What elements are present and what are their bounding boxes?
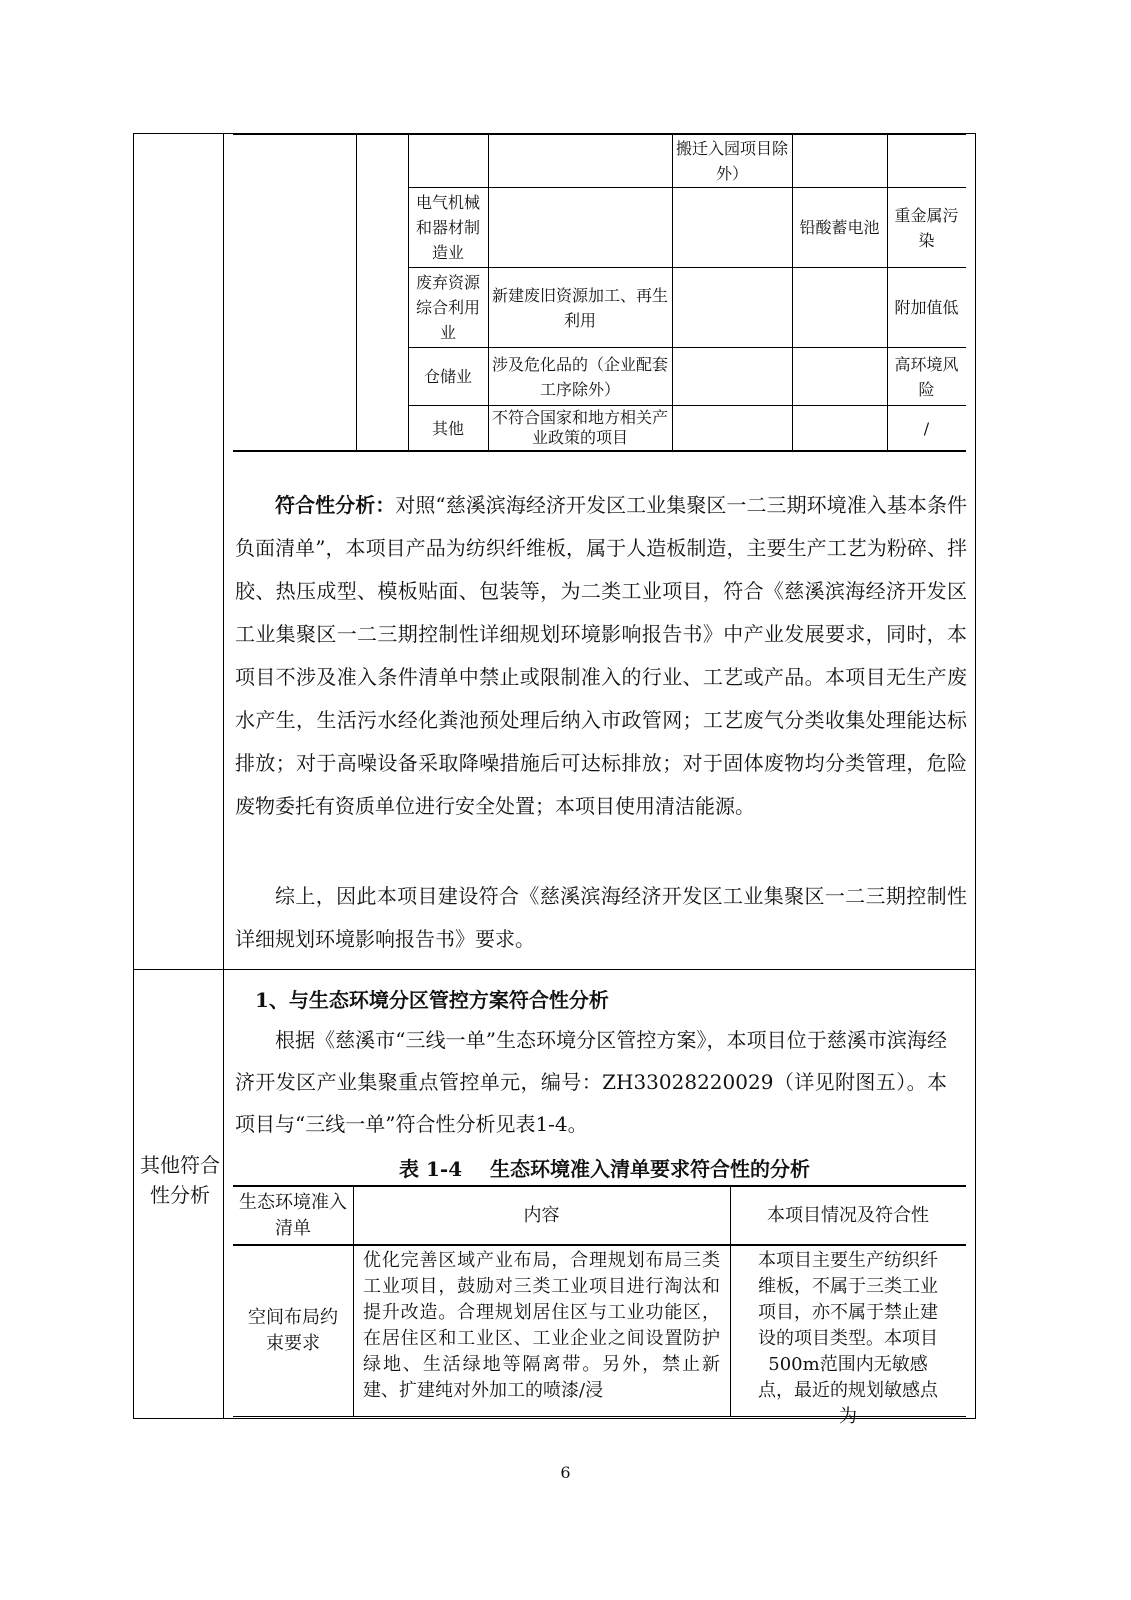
industry-cell — [408, 406, 488, 450]
section-divider — [133, 969, 976, 970]
table-cell — [672, 406, 792, 450]
cell-text: 搬迁入园项目除外） — [676, 139, 789, 183]
section-heading: 1、与生态环境分区管控方案符合性分析 — [255, 988, 609, 1012]
zoning-text: 根据《慈溪市“三线一单”生态环境分区管控方案》，本项目位于慈溪市滨海经济开发区产业集聚重点管控单元，编号：ZH33028220029（详见附图五）。本项目与“三线一单”符合性分析见表1-4。 — [235, 1028, 947, 1136]
other-analysis-label: 其他符合性分析 — [140, 1153, 220, 1207]
cell-text: 新建废旧资源加工、再生利用 — [492, 285, 669, 330]
table-cell — [792, 188, 887, 267]
table-cell — [672, 188, 792, 267]
cell-text: 高环境风险 — [894, 354, 959, 399]
cell-text: 本项目情况及符合性 — [767, 1205, 929, 1226]
reason-cell — [887, 268, 966, 347]
cell-text: 其他 — [431, 418, 464, 438]
industry-cell — [408, 188, 488, 267]
cell-text: 不符合国家和地方相关产业政策的项目 — [492, 408, 669, 447]
cell-text: 涉及危化品的（企业配套工序除外） — [492, 354, 669, 399]
table-cell — [488, 406, 672, 450]
cell-text: 附加值低 — [894, 298, 959, 317]
reason-cell — [887, 348, 966, 405]
table-cell — [792, 348, 887, 405]
cell-text: 电气机械和器材制造业 — [415, 193, 480, 262]
t14-status-cell — [730, 1248, 966, 1427]
table-cell — [488, 188, 672, 267]
t14-header-status — [730, 1187, 966, 1244]
top-table-top-border — [233, 133, 966, 135]
conclusion-text: 综上，因此本项目建设符合《慈溪滨海经济开发区工业集聚区一二三期控制性详细规划环境影响报告书》要求。 — [235, 884, 967, 951]
analysis-label: 符合性分析： — [275, 493, 396, 517]
zoning-paragraph — [235, 1019, 947, 1145]
cell-text: 生态环境准入清单 — [239, 1191, 347, 1239]
industry-cell — [408, 348, 488, 405]
cell-text: 优化完善区域产业布局，合理规划布局三类工业项目，鼓励对三类工业项目进行淘汰和提升改造。合理规划居住区与工业功能区，在居住区和工业区、工业企业之间设置防护绿地、生活绿地等隔离带。另外，禁止新建、扩建纯对外加工的喷漆/浸 — [363, 1250, 720, 1401]
t14-header-category — [233, 1187, 353, 1244]
analysis-text: 对照“慈溪滨海经济开发区工业集聚区一二三期环境准入基本条件负面清单”，本项目产品为纺织纤维板，属于人造板制造，主要生产工艺为粉碎、拌胶、热压成型、模板贴面、包装等，为二类工业项目，符合《慈溪滨海经济开发区工业集聚区一二三期控制性详细规划环境影响报告书》中产业发展要求，同时，本项目不涉及准入条件清单中禁止或限制准入的行业、工艺或产品。本项目无生产废水产生，生活污水经化粪池预处理后纳入市政管网；工艺废气分类收集处理能达标排放；对于高噪设备采取降噪措施后可达标排放；对于固体废物均分类管理，危险废物委托有资质单位进行安全处置；本项目使用清洁能源。 — [235, 493, 967, 818]
cell-text: 铅酸蓄电池 — [799, 218, 880, 237]
cell-text: / — [923, 418, 930, 438]
cell-text: 重金属污染 — [894, 205, 959, 250]
t14-header-content — [353, 1187, 730, 1244]
cell-text: 本项目主要生产纺织纤维板，不属于三类工业项目，亦不属于禁止建设的项目类型。本项目500m范围内无敏感点，最近的规划敏感点为 — [758, 1250, 938, 1427]
table-cell — [488, 348, 672, 405]
table-cell — [672, 135, 792, 187]
cell-text: 废弃资源综合利用业 — [415, 273, 480, 342]
reason-cell — [887, 188, 966, 267]
top-table-col-line — [356, 133, 357, 451]
table-cell — [792, 268, 887, 347]
label-column-divider — [223, 133, 224, 1419]
reason-cell — [887, 406, 966, 450]
table-cell — [792, 406, 887, 450]
table-title: 表 1-4 生态环境准入清单要求符合性的分析 — [399, 1157, 810, 1181]
t14-category-cell — [233, 1246, 353, 1416]
table-cell — [672, 268, 792, 347]
t14-content-cell — [353, 1248, 730, 1416]
table-cell — [672, 348, 792, 405]
table-cell — [488, 268, 672, 347]
compliance-analysis-paragraph — [235, 484, 967, 828]
conclusion-paragraph — [235, 875, 967, 961]
cell-text: 内容 — [523, 1205, 560, 1226]
cell-text: 空间布局约束要求 — [248, 1307, 338, 1354]
industry-cell — [408, 268, 488, 347]
cell-text: 仓储业 — [423, 367, 472, 386]
top-table-bottom-border — [233, 450, 966, 452]
page-number: 6 — [560, 1463, 571, 1482]
